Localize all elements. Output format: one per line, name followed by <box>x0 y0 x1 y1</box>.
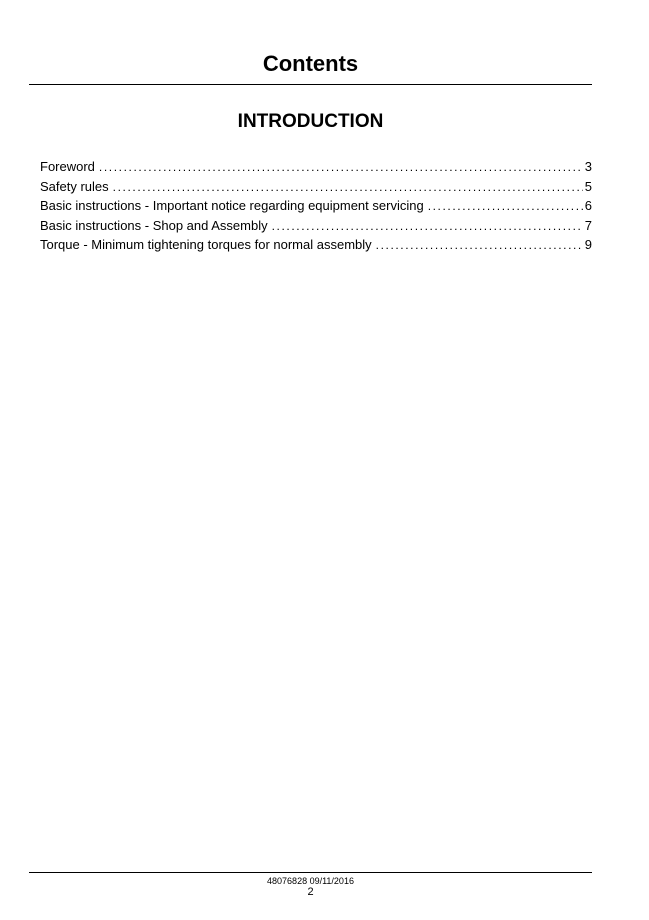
document-code: 48076828 09/11/2016 <box>267 876 354 886</box>
page-number: 2 <box>307 886 314 898</box>
toc-leader-dots <box>428 197 583 217</box>
toc-entry-page[interactable]: 9 <box>584 237 592 253</box>
header-divider <box>29 84 592 85</box>
toc-entry-label[interactable]: Torque - Minimum tightening torques for normal assembly <box>40 237 372 253</box>
toc-entry-label[interactable]: Basic instructions - Important notice regarding equipment servicing <box>40 198 424 214</box>
table-of-contents <box>40 157 592 255</box>
toc-entry-shop-assembly[interactable] <box>40 216 592 236</box>
toc-entry-page[interactable]: 3 <box>584 159 592 174</box>
toc-entry-page[interactable]: 7 <box>584 217 592 233</box>
toc-entry-label[interactable]: Foreword <box>40 159 95 174</box>
toc-entry-important-notice[interactable] <box>40 196 592 216</box>
toc-leader-dots <box>272 217 583 237</box>
toc-entry-label[interactable]: Basic instructions - Shop and Assembly <box>40 217 268 233</box>
toc-entry-label[interactable]: Safety rules <box>40 178 109 194</box>
toc-entry-safety-rules[interactable] <box>40 177 592 197</box>
toc-leader-dots <box>113 178 583 198</box>
toc-entry-page[interactable]: 5 <box>584 178 592 194</box>
toc-leader-dots <box>99 158 583 178</box>
footer-divider <box>29 872 592 873</box>
page-title: Contents <box>262 51 359 76</box>
toc-entry-page[interactable]: 6 <box>584 198 592 214</box>
section-title: INTRODUCTION <box>237 111 384 132</box>
toc-entry-foreword[interactable] <box>40 157 592 177</box>
toc-leader-dots <box>376 236 583 256</box>
toc-entry-torque[interactable] <box>40 235 592 255</box>
